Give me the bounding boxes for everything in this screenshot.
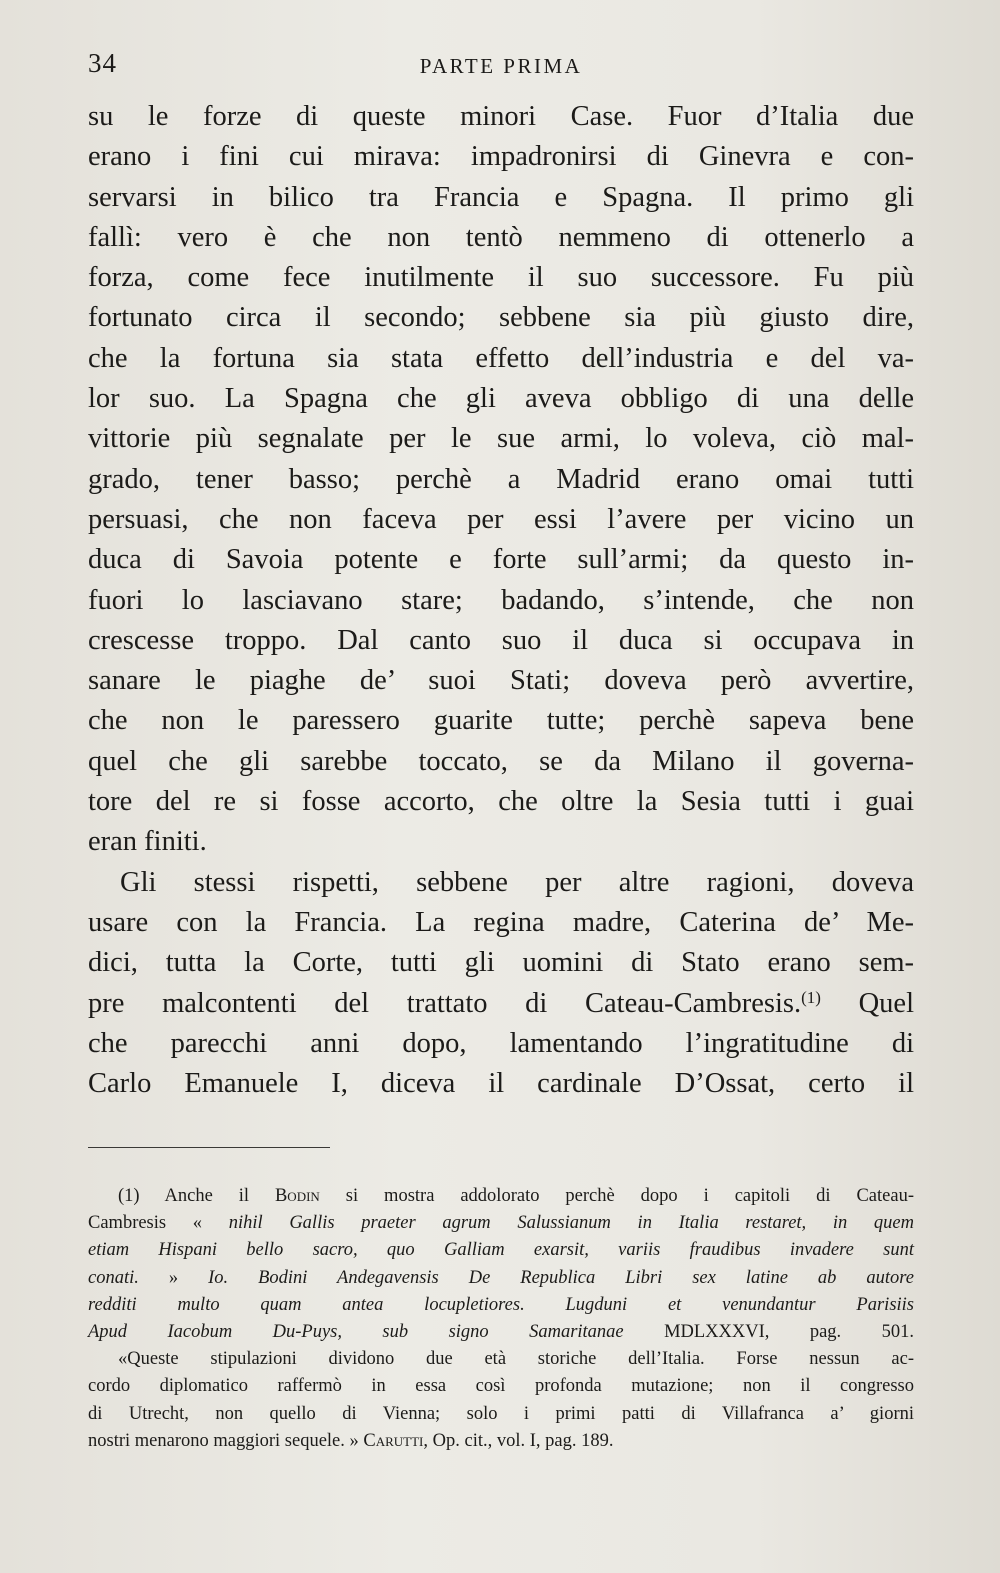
text-line: tore del re si fosse accorto, che oltre la Sesia tutti i guai [88,786,914,818]
footnote-reference[interactable]: (1) [801,987,821,1007]
text-line: quel che gli sarebbe toccato, se da Milano il governa- [88,745,914,777]
text-line: che parecchi anni dopo, lamentando l’ingratitudine di [88,1027,914,1059]
footnote-line [88,1319,914,1346]
text-line: lor suo. La Spagna che gli aveva obbligo di una delle [88,383,914,415]
footnote-segment: (1) Anche il [118,1186,275,1206]
footnote-segment: nihil Gallis praeter agrum Salussianum in Italia restaret, in quem [228,1213,914,1234]
text-line: su le forze di queste minori Case. Fuor d’Italia due [88,101,914,132]
footnote-segment: » [138,1267,209,1288]
text-line: fuori lo lasciavano stare; badando, s’intende, che non [88,584,914,616]
footnote-line [88,1401,914,1428]
footnote-segment: Bodin [274,1186,320,1206]
footnote-segment: Apud Iacobum Du-Puys, sub signo Samaritanae [88,1322,624,1343]
text-line-with-footnote-ref [88,984,914,1024]
footnote-line [88,1428,914,1455]
text-line: Gli stessi rispetti, sebbene per altre ragioni, doveva [120,866,914,898]
footnote-segment: etiam Hispani bello sacro, quo Galliam exarsit, variis fraudibus invadere sunt [88,1240,914,1261]
footnote-line [88,1346,914,1373]
text-line: usare con la Francia. La regina madre, Caterina de’ Me- [88,906,914,938]
footnote-segment: Cambresis « [88,1213,229,1234]
footnote [88,1183,914,1455]
text-line-segment: Quel [858,987,914,1019]
page-header [88,48,914,88]
footnote-segment: MDLXXXVI, pag. 501. [623,1322,914,1343]
text-line: forza, come fece inutilmente il suo successore. Fu più [88,262,914,294]
footnote-segment: Carutti [363,1430,424,1451]
text-line: che non le paressero guarite tutte; perchè sapeva bene [88,705,914,737]
footnote-divider [88,1147,330,1148]
text-line: fallì: vero è che non tentò nemmeno di ottenerlo a [88,221,914,253]
text-line: Carlo Emanuele I, diceva il cardinale D’Ossat, certo il [88,1068,914,1100]
page-number: 34 [88,48,117,78]
text-line: fortunato circa il secondo; sebbene sia più giusto dire, [88,302,914,334]
footnote-segment: si mostra addolorato perchè dopo i capitoli di Cateau- [319,1186,914,1206]
text-line: duca di Savoia potente e forte sull’armi; da questo in- [88,544,914,576]
footnote-segment: conati. [88,1267,139,1288]
footnote-line [88,1292,914,1319]
running-head: PARTE PRIMA [419,54,583,78]
footnote-segment: , Op. cit., vol. I, pag. 189. [423,1430,614,1451]
footnote-segment: «Queste stipulazioni dividono due età storiche dell’Italia. Forse nessun ac- [118,1349,914,1370]
footnote-line [88,1183,914,1210]
text-line: erano i fini cui mirava: impadronirsi di Ginevra e con- [88,141,914,173]
text-line: servarsi in bilico tra Francia e Spagna. Il primo gli [88,181,914,213]
text-line-segment: pre malcontenti del trattato di Cateau-Cambresis. [88,987,802,1019]
text-line: grado, tener basso; perchè a Madrid erano omai tutti [88,463,914,495]
footnote-line [88,1265,914,1292]
text-line: che la fortuna sia stata effetto dell’industria e del va- [88,342,914,374]
text-line: sanare le piaghe de’ suoi Stati; doveva però avvertire, [88,665,914,697]
text-line: crescesse troppo. Dal canto suo il duca si occupava in [88,624,914,656]
footnote-segment: Io. Bodini Andegavensis De Republica Libri sex latine ab autore [208,1267,914,1288]
text-line: dici, tutta la Corte, tutti gli uomini di Stato erano sem- [88,947,914,979]
text-line: vittorie più segnalate per le sue armi, lo voleva, ciò mal- [88,423,914,455]
text-line: persuasi, che non faceva per essi l’avere per vicino un [88,503,914,535]
footnote-segment: di Utrecht, non quello di Vienna; solo i primi patti di Villafranca a’ giorni [88,1403,914,1424]
main-text [88,97,914,1104]
footnote-line [88,1210,914,1237]
footnote-segment: nostri menarono maggiori sequele. » [88,1430,364,1451]
footnote-line [88,1373,914,1400]
footnote-segment: redditi multo quam antea locupletiores. Lugduni et venundantur Parisiis [88,1294,914,1315]
footnote-segment: cordo diplomatico raffermò in essa così profonda mutazione; non il congresso [88,1376,914,1397]
footnote-line [88,1237,914,1264]
text-line: eran finiti. [88,826,207,858]
